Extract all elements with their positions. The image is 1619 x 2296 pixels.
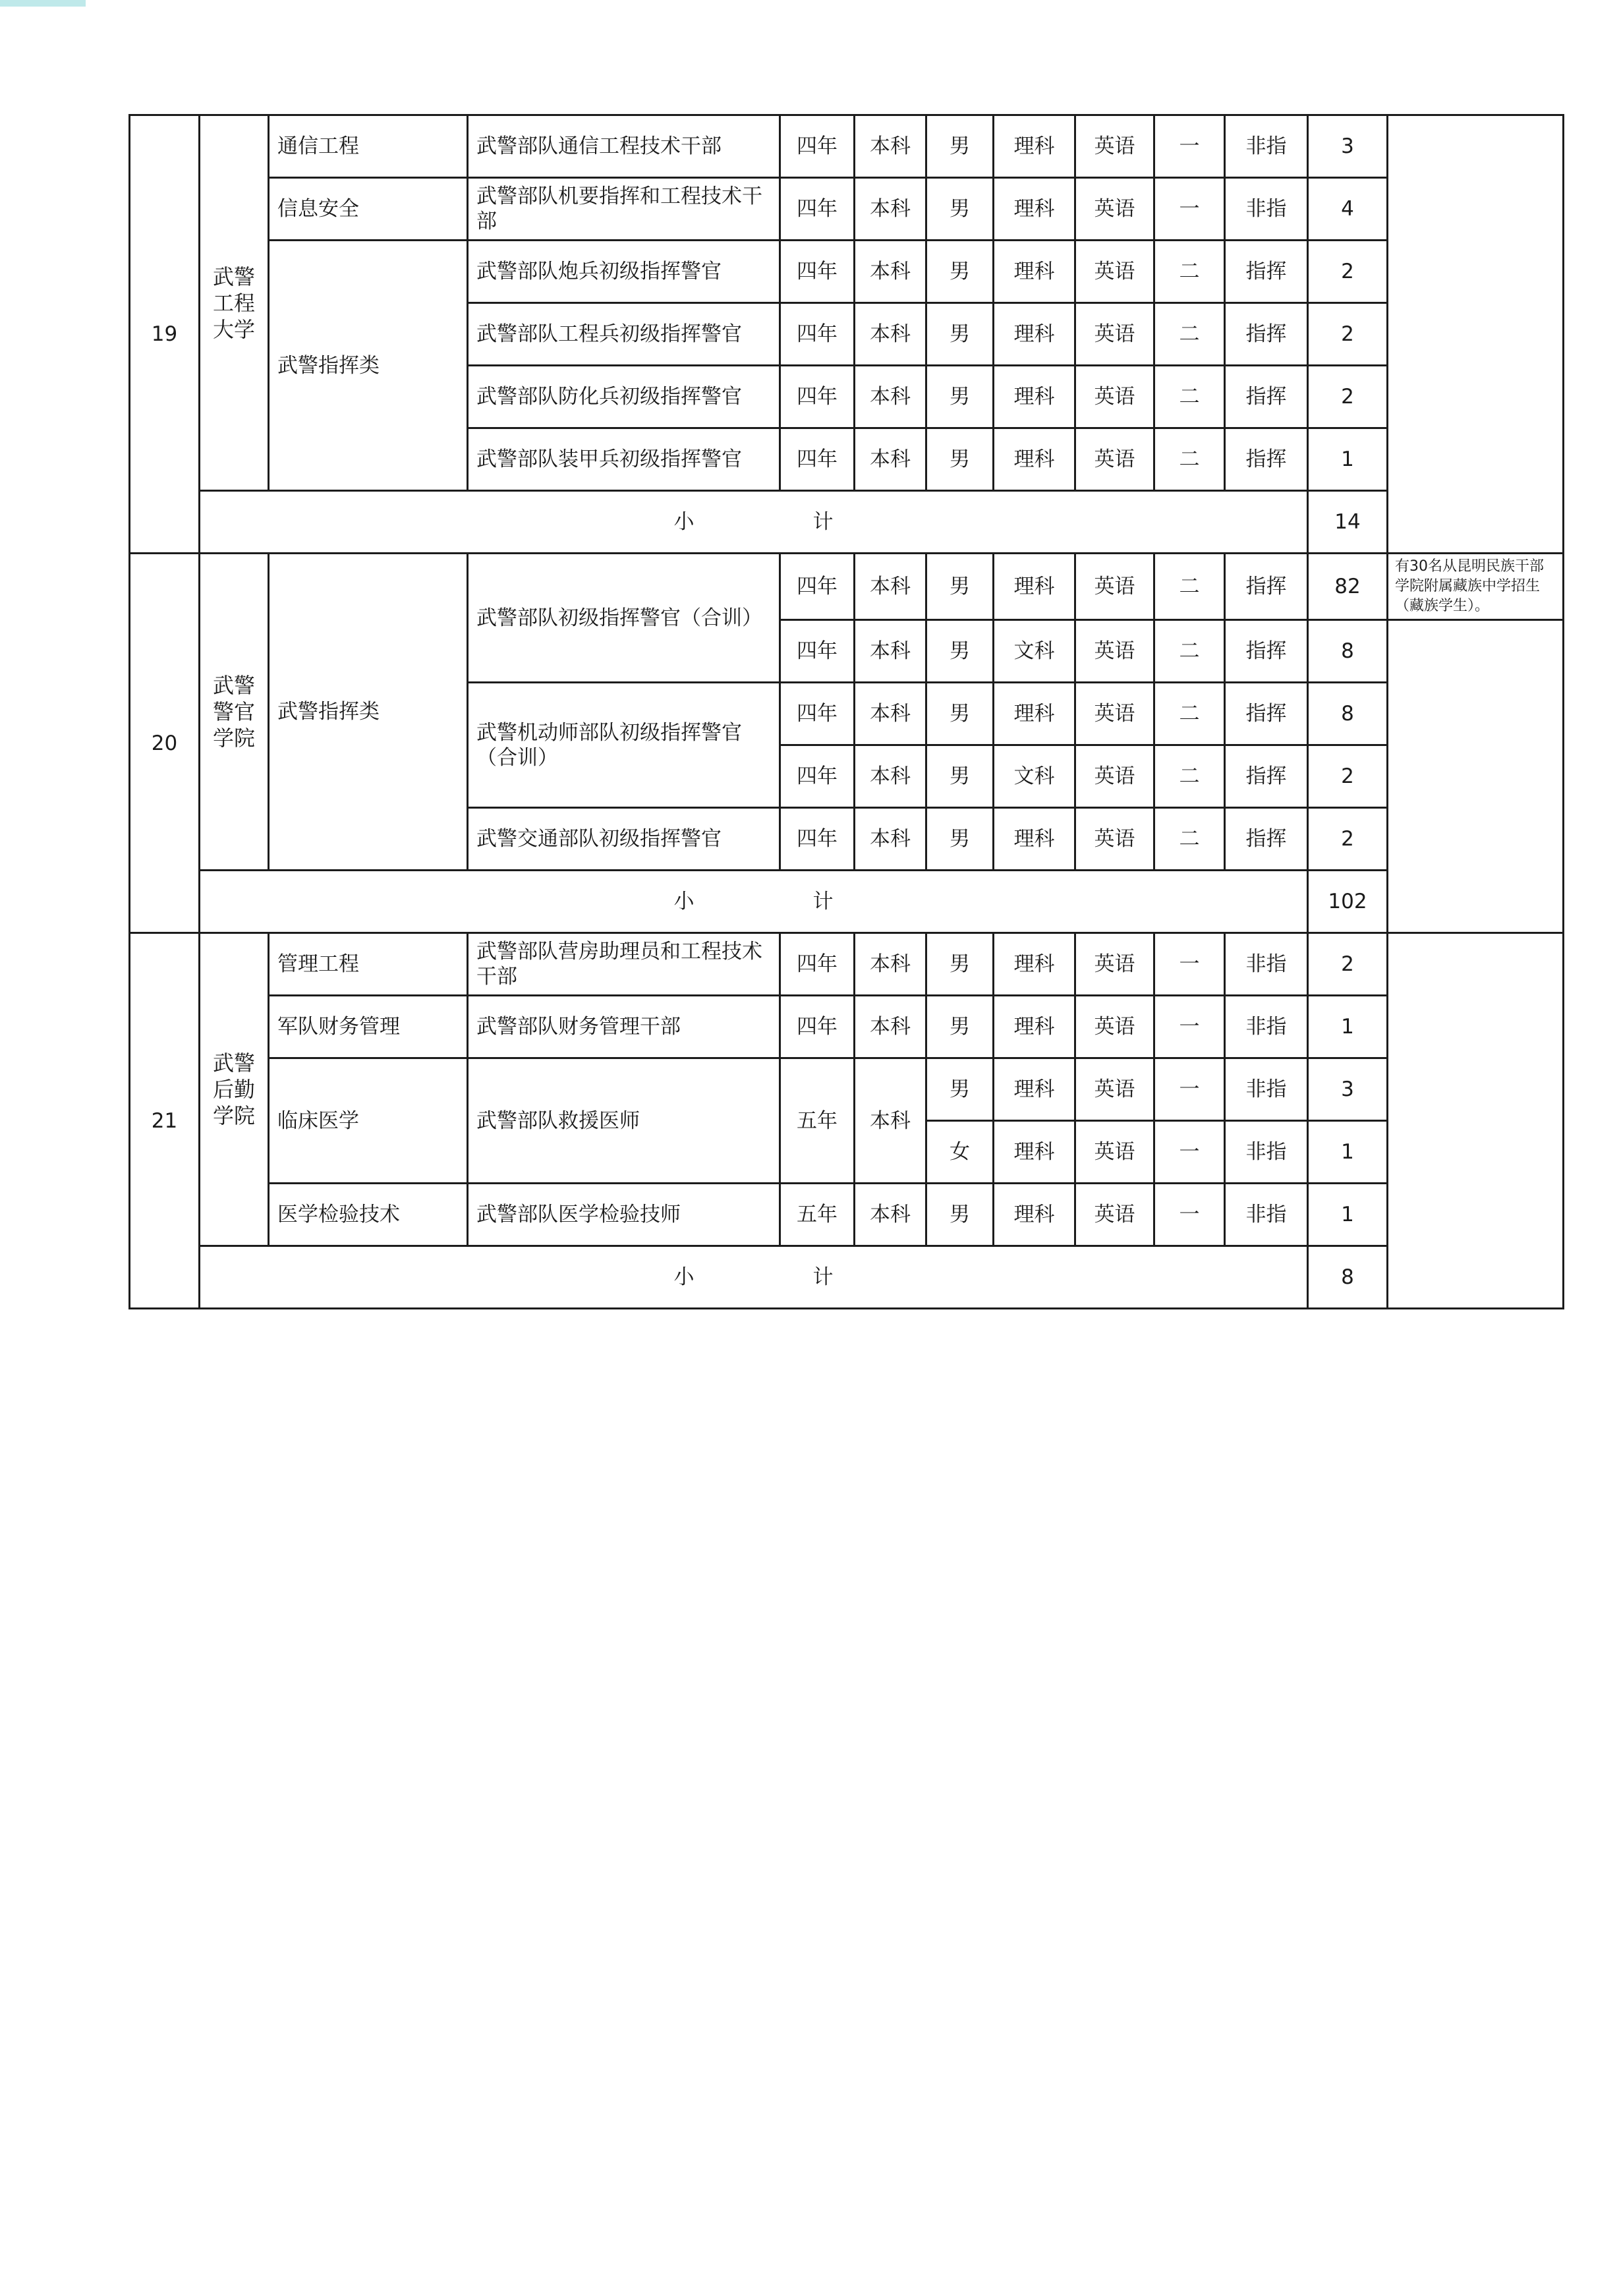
count-cell: 1 [1308, 1184, 1388, 1246]
table-row [130, 115, 1564, 178]
subtotal-label: 小 计 [200, 491, 1308, 554]
duration-cell: 四年 [780, 428, 855, 491]
gender-cell: 男 [926, 745, 994, 808]
gender-cell: 男 [926, 996, 994, 1058]
remark-cell [1388, 933, 1564, 1309]
batch-cell: 一 [1154, 933, 1225, 996]
language-cell: 英语 [1075, 683, 1154, 745]
subject-cell: 理科 [994, 178, 1075, 241]
language-cell: 英语 [1075, 366, 1154, 428]
level-cell: 本科 [855, 241, 926, 303]
language-cell: 英语 [1075, 303, 1154, 366]
subject-cell: 理科 [994, 366, 1075, 428]
batch-cell: 二 [1154, 241, 1225, 303]
training-target-cell: 武警部队财务管理干部 [468, 996, 780, 1058]
gender-cell: 男 [926, 1184, 994, 1246]
major-cell: 武警指挥类 [269, 241, 468, 491]
type-cell: 非指 [1225, 1058, 1308, 1121]
level-cell: 本科 [855, 1058, 926, 1184]
level-cell: 本科 [855, 1184, 926, 1246]
training-target-cell: 武警部队医学检验技师 [468, 1184, 780, 1246]
type-cell: 指挥 [1225, 303, 1308, 366]
batch-cell: 一 [1154, 1121, 1225, 1184]
level-cell: 本科 [855, 808, 926, 871]
level-cell: 本科 [855, 996, 926, 1058]
batch-cell: 二 [1154, 808, 1225, 871]
type-cell: 非指 [1225, 115, 1308, 178]
major-cell: 医学检验技术 [269, 1184, 468, 1246]
major-cell: 军队财务管理 [269, 996, 468, 1058]
training-target-cell: 武警部队通信工程技术干部 [468, 115, 780, 178]
count-cell: 2 [1308, 808, 1388, 871]
level-cell: 本科 [855, 620, 926, 683]
language-cell: 英语 [1075, 178, 1154, 241]
training-target-cell: 武警部队初级指挥警官（合训） [468, 554, 780, 683]
gender-cell: 男 [926, 366, 994, 428]
type-cell: 指挥 [1225, 683, 1308, 745]
subject-cell: 理科 [994, 1058, 1075, 1121]
subtotal-label: 小 计 [200, 871, 1308, 933]
count-cell: 2 [1308, 303, 1388, 366]
training-target-cell: 武警部队营房助理员和工程技术干部 [468, 933, 780, 996]
gender-cell: 男 [926, 178, 994, 241]
level-cell: 本科 [855, 554, 926, 620]
training-target-cell: 武警部队装甲兵初级指挥警官 [468, 428, 780, 491]
count-cell: 2 [1308, 933, 1388, 996]
subject-cell: 理科 [994, 683, 1075, 745]
batch-cell: 一 [1154, 178, 1225, 241]
batch-cell: 二 [1154, 428, 1225, 491]
subject-cell: 文科 [994, 620, 1075, 683]
scan-edge-mark [0, 0, 86, 7]
language-cell: 英语 [1075, 620, 1154, 683]
count-cell: 8 [1308, 683, 1388, 745]
type-cell: 指挥 [1225, 620, 1308, 683]
table-row [130, 996, 1564, 1058]
subtotal-row [130, 871, 1564, 933]
duration-cell: 四年 [780, 620, 855, 683]
remark-cell: 有30名从昆明民族干部学院附属藏族中学招生（藏族学生）。 [1388, 554, 1564, 620]
subject-cell: 理科 [994, 808, 1075, 871]
gender-cell: 男 [926, 683, 994, 745]
training-target-cell: 武警部队炮兵初级指挥警官 [468, 241, 780, 303]
batch-cell: 二 [1154, 683, 1225, 745]
count-cell: 1 [1308, 428, 1388, 491]
language-cell: 英语 [1075, 1058, 1154, 1121]
count-cell: 1 [1308, 996, 1388, 1058]
subject-cell: 理科 [994, 996, 1075, 1058]
training-target-cell: 武警交通部队初级指挥警官 [468, 808, 780, 871]
remark-cell [1388, 620, 1564, 933]
count-cell: 2 [1308, 241, 1388, 303]
batch-cell: 二 [1154, 620, 1225, 683]
gender-cell: 男 [926, 620, 994, 683]
level-cell: 本科 [855, 683, 926, 745]
gender-cell: 男 [926, 808, 994, 871]
table-row [130, 178, 1564, 241]
duration-cell: 五年 [780, 1184, 855, 1246]
type-cell: 非指 [1225, 1121, 1308, 1184]
remark-cell [1388, 115, 1564, 554]
count-cell: 3 [1308, 115, 1388, 178]
level-cell: 本科 [855, 933, 926, 996]
table-row [130, 1184, 1564, 1246]
subtotal-label: 小 计 [200, 1246, 1308, 1309]
duration-cell: 四年 [780, 554, 855, 620]
major-cell: 管理工程 [269, 933, 468, 996]
school-name: 武警后勤学院 [200, 933, 269, 1246]
subject-cell: 理科 [994, 1121, 1075, 1184]
major-cell: 通信工程 [269, 115, 468, 178]
subject-cell: 理科 [994, 1184, 1075, 1246]
school-name: 武警工程大学 [200, 115, 269, 491]
level-cell: 本科 [855, 745, 926, 808]
gender-cell: 男 [926, 933, 994, 996]
subject-cell: 理科 [994, 428, 1075, 491]
training-target-cell: 武警机动师部队初级指挥警官（合训） [468, 683, 780, 808]
school-number: 19 [130, 115, 200, 554]
subject-cell: 理科 [994, 115, 1075, 178]
subtotal-count: 8 [1308, 1246, 1388, 1309]
level-cell: 本科 [855, 115, 926, 178]
table-row [130, 933, 1564, 996]
count-cell: 82 [1308, 554, 1388, 620]
type-cell: 指挥 [1225, 241, 1308, 303]
type-cell: 非指 [1225, 1184, 1308, 1246]
count-cell: 2 [1308, 366, 1388, 428]
language-cell: 英语 [1075, 554, 1154, 620]
language-cell: 英语 [1075, 745, 1154, 808]
table-row [130, 1058, 1564, 1121]
gender-cell: 女 [926, 1121, 994, 1184]
subtotal-count: 14 [1308, 491, 1388, 554]
subtotal-row [130, 491, 1564, 554]
batch-cell: 二 [1154, 303, 1225, 366]
major-cell: 武警指挥类 [269, 554, 468, 871]
gender-cell: 男 [926, 554, 994, 620]
duration-cell: 四年 [780, 745, 855, 808]
count-cell: 2 [1308, 745, 1388, 808]
type-cell: 指挥 [1225, 745, 1308, 808]
language-cell: 英语 [1075, 1184, 1154, 1246]
count-cell: 1 [1308, 1121, 1388, 1184]
duration-cell: 四年 [780, 178, 855, 241]
batch-cell: 一 [1154, 1058, 1225, 1121]
major-cell: 信息安全 [269, 178, 468, 241]
batch-cell: 一 [1154, 1184, 1225, 1246]
table-row [130, 554, 1564, 620]
training-target-cell: 武警部队防化兵初级指挥警官 [468, 366, 780, 428]
count-cell: 4 [1308, 178, 1388, 241]
gender-cell: 男 [926, 115, 994, 178]
duration-cell: 四年 [780, 366, 855, 428]
duration-cell: 四年 [780, 241, 855, 303]
batch-cell: 一 [1154, 115, 1225, 178]
subject-cell: 文科 [994, 745, 1075, 808]
level-cell: 本科 [855, 303, 926, 366]
language-cell: 英语 [1075, 933, 1154, 996]
type-cell: 非指 [1225, 996, 1308, 1058]
duration-cell: 四年 [780, 808, 855, 871]
type-cell: 非指 [1225, 933, 1308, 996]
level-cell: 本科 [855, 178, 926, 241]
language-cell: 英语 [1075, 808, 1154, 871]
subject-cell: 理科 [994, 554, 1075, 620]
type-cell: 指挥 [1225, 366, 1308, 428]
training-target-cell: 武警部队工程兵初级指挥警官 [468, 303, 780, 366]
gender-cell: 男 [926, 1058, 994, 1121]
batch-cell: 二 [1154, 366, 1225, 428]
subject-cell: 理科 [994, 303, 1075, 366]
level-cell: 本科 [855, 428, 926, 491]
language-cell: 英语 [1075, 1121, 1154, 1184]
count-cell: 3 [1308, 1058, 1388, 1121]
training-target-cell: 武警部队机要指挥和工程技术干部 [468, 178, 780, 241]
batch-cell: 二 [1154, 745, 1225, 808]
gender-cell: 男 [926, 428, 994, 491]
language-cell: 英语 [1075, 996, 1154, 1058]
type-cell: 指挥 [1225, 554, 1308, 620]
subtotal-count: 102 [1308, 871, 1388, 933]
training-target-cell: 武警部队救援医师 [468, 1058, 780, 1184]
batch-cell: 二 [1154, 554, 1225, 620]
count-cell: 8 [1308, 620, 1388, 683]
gender-cell: 男 [926, 303, 994, 366]
level-cell: 本科 [855, 366, 926, 428]
duration-cell: 四年 [780, 683, 855, 745]
school-number: 20 [130, 554, 200, 933]
major-cell: 临床医学 [269, 1058, 468, 1184]
language-cell: 英语 [1075, 428, 1154, 491]
subject-cell: 理科 [994, 241, 1075, 303]
duration-cell: 四年 [780, 933, 855, 996]
type-cell: 指挥 [1225, 428, 1308, 491]
duration-cell: 五年 [780, 1058, 855, 1184]
language-cell: 英语 [1075, 241, 1154, 303]
school-name: 武警警官学院 [200, 554, 269, 871]
batch-cell: 一 [1154, 996, 1225, 1058]
subtotal-row [130, 1246, 1564, 1309]
enrollment-plan-table [128, 114, 1564, 1309]
language-cell: 英语 [1075, 115, 1154, 178]
duration-cell: 四年 [780, 996, 855, 1058]
gender-cell: 男 [926, 241, 994, 303]
type-cell: 非指 [1225, 178, 1308, 241]
duration-cell: 四年 [780, 303, 855, 366]
type-cell: 指挥 [1225, 808, 1308, 871]
duration-cell: 四年 [780, 115, 855, 178]
school-number: 21 [130, 933, 200, 1309]
subject-cell: 理科 [994, 933, 1075, 996]
table-row [130, 241, 1564, 303]
